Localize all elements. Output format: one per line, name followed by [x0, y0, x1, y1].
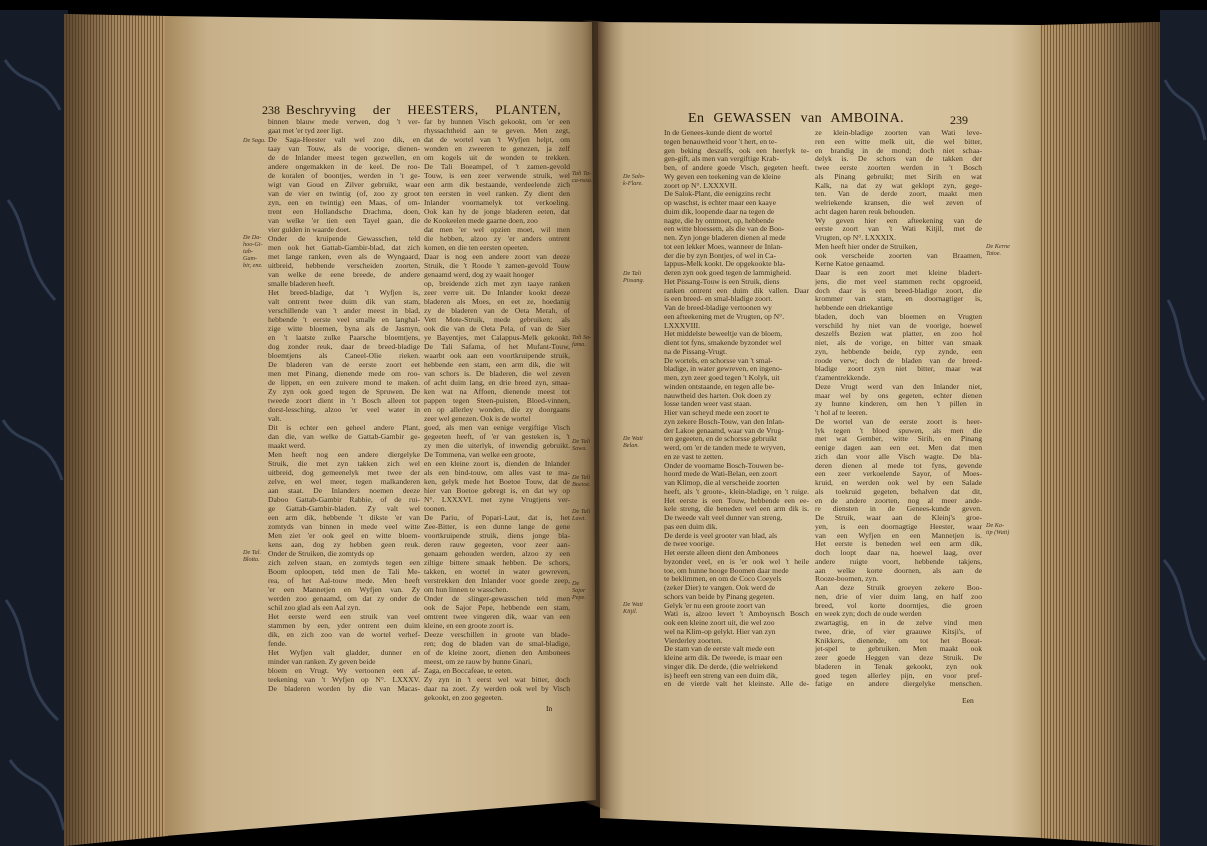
- text-line: en 't laatste zulke Paarsche bloemtjens,: [268, 333, 420, 342]
- text-line: Zy zyn in 't eerst wel wat bitter, doch: [424, 675, 570, 684]
- text-line: gegeeten heeft, of 'er van gesteken is, 't: [424, 432, 570, 441]
- margin-note: De Tali Pissang.: [623, 270, 645, 284]
- text-line: tot een lekker Moes, wanneer de Inlan-: [664, 242, 783, 251]
- text-line: andere ruigte voort, hebbende takjens,: [815, 557, 982, 566]
- text-line: toonen.: [424, 504, 447, 513]
- text-line: De tweede valt veel dunner van streng,: [664, 514, 783, 522]
- text-line: minder van ranken. Zy geven beide: [268, 657, 376, 666]
- text-line: krommer van stam, en doornagtiger is,: [815, 295, 982, 304]
- left-page-number: 238: [262, 103, 280, 117]
- text-line: ook die van de Oeta Pela, of van de Sier: [424, 324, 570, 333]
- text-line: goed tegen allerley pijn, en voor pref-: [815, 671, 982, 680]
- text-line: hebbende een stam, een arm dik, die wit: [424, 360, 570, 369]
- text-line: vier gulden in waarde doet.: [268, 225, 351, 234]
- left-catchword: In: [546, 704, 553, 713]
- text-line: nen, drie of vier duim lang, en half zoo: [815, 592, 982, 601]
- text-line: zich zelven staan, en zomtyds tegen een: [268, 558, 420, 567]
- text-line: De Tommena, van welke een groote,: [424, 450, 536, 459]
- text-line: De Pariu, of Popari-Laut, dat is, het: [424, 513, 570, 522]
- text-line: gekookt, en zoo gegeeten.: [424, 693, 504, 702]
- text-line: nen. Zyn jonge bladeren dienen al mede: [664, 234, 786, 242]
- text-line: Het breed-bladige, dat 't Wyfjen is,: [268, 288, 420, 297]
- text-line: Dit is echter een geheel andere Plant,: [268, 423, 420, 432]
- left-page-edges-shade: [64, 14, 168, 846]
- margin-note: De Sajor Pepe.: [572, 580, 586, 601]
- text-line: genaamd werd, dog zy waait hooger: [424, 270, 535, 279]
- text-line: De stam van de eerste valt mede een: [664, 645, 775, 654]
- text-line: te beklimmen, en om de Coco Coeyels: [664, 575, 782, 584]
- text-line: ken wat na Affoen, dienende meest tot: [424, 387, 570, 396]
- text-line: kleine, en een groote zoort is.: [424, 621, 514, 630]
- text-line: De Tali Safama, of het Mufant-Touw,: [424, 342, 570, 351]
- text-line: de de Inlander meest tegen gezwellen, en: [268, 153, 420, 162]
- text-line: Wy geven hier een afteekening van de: [815, 216, 982, 225]
- text-line: De Salok-Plant, die eenigzins recht: [664, 190, 771, 199]
- text-line: yen, is een doornagtige Heester, waar: [815, 522, 982, 531]
- text-line: breed, vol korte doorntjes, die groen: [815, 601, 982, 610]
- text-line: dog zonder reuk, daar de breed-bladige: [268, 342, 420, 351]
- margin-note: De Tal. Blotta.: [243, 549, 261, 563]
- text-line: dorst-lessching, alzoo 'er veel water in: [268, 405, 420, 414]
- text-line: 'er een Mannetjen en Wyfjen van. Zy: [268, 585, 420, 594]
- text-line: Struik, die 't Roode 't zamen-gevold Touw: [424, 261, 570, 270]
- text-line: maar wel by ons gegeten, echter dienen: [815, 391, 982, 400]
- text-line: De Tali Boeampel, of 't zamen-gevold: [424, 162, 570, 171]
- text-line: bladeren in Tenak gekookt, zyn ook: [815, 662, 982, 671]
- text-line: zyn, hebbende beide, ryp zynde, een: [815, 347, 982, 356]
- text-line: gen beking deszelfs, ook een heerlyk te-: [664, 146, 809, 155]
- text-line: bloemtjens als Caneel-Olie rieken.: [268, 351, 420, 360]
- text-line: na de Pissang-Vrugt.: [664, 347, 728, 356]
- text-line: Vett Mote-Struik, mede gebruiken; als: [424, 315, 570, 324]
- text-line: gen-gift, als men van vergiftige Krab-: [664, 155, 779, 164]
- text-line: nauwtheid des harten. Ook doen zy: [664, 391, 772, 400]
- text-line: dik, en zich zoo van de wortel verhef-: [268, 630, 420, 639]
- text-line: Vrugten, op N°. LXXXIX.: [815, 234, 897, 242]
- text-line: bladen, doch van bloemen en Vrugten: [815, 312, 982, 321]
- text-line: 't hol af te leeren.: [815, 409, 868, 417]
- text-line: wigt van Goud en Zilver gebruikt, waar: [268, 180, 420, 189]
- text-line: de koralen of boontjes, werden in 't ge-: [268, 171, 420, 180]
- text-line: De Saga-Heester valt wel zoo dik, en: [268, 135, 420, 144]
- text-line: Onder de slinger-gewasschen teld men: [424, 594, 570, 603]
- text-line: kruid, en werden ook wel by een Salade: [815, 479, 982, 487]
- text-line: Men ziet 'er ook geel en witte bloem-: [268, 531, 420, 540]
- text-line: bladige zoort zyn niet bitter, maar wat: [815, 365, 982, 374]
- text-line: Knikkers, dienende, om tot het Boeat-: [815, 636, 982, 645]
- right-marbled-cover: [1160, 10, 1207, 846]
- text-line: takken, en wortel in water gewreven,: [424, 567, 570, 576]
- text-line: winden ontstaande, en tegen alle be-: [664, 382, 775, 391]
- text-line: kens aan, dog zy hebben geen reuk.: [268, 540, 420, 549]
- text-line: om hun linnen te wasschen.: [424, 585, 509, 594]
- text-line: fende.: [268, 639, 287, 648]
- text-line: LXXXVIII.: [664, 321, 701, 330]
- text-line: een zeer verkoelende Sayor, of Moes-: [815, 470, 982, 479]
- text-line: Onder de voorname Bosch-Touwen be-: [664, 461, 784, 470]
- text-line: pas een duim dik.: [664, 522, 718, 531]
- right-running-head: En GEWASSEN van AMBOINA.: [688, 111, 904, 126]
- text-line: lyk tegen 't bloed spuwen, als men die: [815, 426, 982, 435]
- text-line: van welke 'er tien een Tayel gaan, die: [268, 216, 420, 225]
- text-line: Het eerste werd een struik van veel: [268, 612, 420, 621]
- text-line: deszelfs Bezien wat platter, en zoo hol: [815, 330, 982, 339]
- text-line: maakt werd.: [268, 441, 306, 450]
- text-line: Deeze verschillen in groote van blade-: [424, 630, 570, 639]
- text-line: rhyssachtheid aan te geven. Men zegt,: [424, 126, 570, 135]
- text-line: verschild hy niet van de voorige, hoewel: [815, 321, 982, 330]
- text-line: uitbreid, dog gemeenelyk met twee der: [268, 468, 420, 477]
- text-line: zy hunne kinderen, om hen 't pillen in: [815, 400, 982, 409]
- margin-note: De Sagu.: [243, 137, 266, 144]
- text-line: waarbt ook aan een voortkruipende struik,: [424, 351, 570, 360]
- text-line: goed, als men van eenige vergiftige Visch: [424, 423, 570, 432]
- text-line: daar na zoet. Zy werden ook wel by Visch: [424, 684, 570, 693]
- margin-note: De Wati Kitjil.: [623, 601, 643, 615]
- right-page-number: 239: [950, 113, 968, 127]
- text-line: zy men die uiterlyk, of inwendig gebruikt.: [424, 441, 570, 450]
- margin-note: De Tali Sawa.: [572, 438, 591, 452]
- text-line: welriekende kransen, die wel zeven of: [815, 199, 982, 207]
- right-catchword: Een: [962, 696, 974, 705]
- text-line: Het eerste alleen dient den Ambonees: [664, 549, 779, 557]
- text-line: ze klein-bladige zoorten van Wati leve-: [815, 129, 982, 137]
- text-line: Wati is, alzoo levert 't Amboynsch Bosch: [664, 610, 809, 619]
- text-line: ten eersten in veel ranken. Zy dient den: [424, 189, 570, 198]
- text-line: met lange ranken, even als de Wyngaard,: [268, 252, 420, 261]
- text-line: om kogels uit de wonden te trekken.: [424, 153, 570, 162]
- text-line: ziltige bittere smaak hebben. De schors,: [424, 558, 570, 567]
- text-line: toe, om hunne hooge Boomen daar mede: [664, 566, 789, 575]
- text-line: werden zoo genaamd, om dat zy onder de: [268, 594, 420, 603]
- text-line: ye Bayentjes, met Calappus-Melk gekookt.: [424, 333, 570, 342]
- text-line: kele streng, die beneden wel een arm dik is.: [664, 505, 809, 514]
- text-line: lappus-Melk kookt. De opgekookte bla-: [664, 260, 786, 269]
- left-running-head: Beschryving der HEESTERS, PLANTEN,: [286, 102, 561, 117]
- text-line: taay van Touw, als de voorige, dienen-: [268, 144, 420, 153]
- text-line: Daar is nog een andere zoort van deeze: [424, 252, 570, 261]
- text-line: der die by zyn Bontjes, of wel in Ca-: [664, 251, 776, 260]
- text-line: en brandig in de mond; doch niet schaa-: [815, 146, 982, 155]
- text-line: valt.: [268, 414, 282, 423]
- text-line: De Struik, waar aan de Kleinj's groe-: [815, 514, 982, 522]
- text-line: of de kleine zoort, dienen den Ambonees: [424, 648, 570, 657]
- text-line: en de vierde valt het kleinste. Alle de-: [664, 680, 809, 689]
- text-line: van de vier en twintig (of, zoo zy groot: [268, 189, 420, 198]
- text-line: als een bind-touw, om alles vast te ma-: [424, 468, 570, 477]
- text-line: hebbende een driekantige: [815, 304, 893, 312]
- text-line: en een kleine zoort is, dienden de Inlander: [424, 459, 570, 468]
- text-line: Inlander voornamelyk tot verkoeling.: [424, 198, 570, 207]
- text-line: duim dik, loopende daar na tegen de: [664, 207, 775, 216]
- text-line: zwartagtig, en in de zelve vind men: [815, 619, 982, 627]
- text-line: als Pinang gebruikt; met Sirih en wat: [815, 172, 982, 181]
- text-line: doch daar is een breed-bladige zoort, die: [815, 286, 982, 295]
- text-line: ook de Sajor Pepe, hebbende een stam,: [424, 603, 570, 612]
- text-line: ge Gattab-Gambir-bladen. Zy valt wel: [268, 504, 420, 513]
- text-line: ren een witte melk uit, die wel bitter,: [815, 137, 982, 146]
- text-line: en ze vast te zetten.: [664, 452, 724, 461]
- text-line: losse tanden weer vast staan.: [664, 400, 752, 409]
- text-line: heeft, als 't groote-, klein-bladige, en 't ruige.: [664, 487, 809, 496]
- text-line: Wy geven een teekening van de kleine: [664, 172, 781, 181]
- text-line: zy de bladeren van de Oeta Merah, of: [424, 306, 570, 315]
- margin-note: De Salo- k-Flare.: [623, 173, 645, 187]
- text-line: op waschst, is echter maar een kaaye: [664, 199, 776, 207]
- text-line: vinger dik. De derde, (die welriekend: [664, 662, 778, 671]
- text-line: Kalk, na dat zy wat geklopt zyn, gege-: [815, 181, 982, 190]
- text-line: t'zamentrekkende.: [815, 374, 871, 382]
- text-line: valt ontrent twee duim dik van stam,: [268, 297, 420, 306]
- text-line: ten. Van de derde zoort, maakt men: [815, 190, 982, 199]
- text-line: De wortels, en schorsse van 't smal-: [664, 356, 773, 365]
- text-line: aan staat. De Inlanders noemen deeze: [268, 486, 420, 495]
- left-page-column-1: [268, 117, 420, 693]
- margin-note: Tali Sa- fama.: [572, 334, 592, 348]
- text-line: Onder de Struiken, die zomtyds op: [268, 549, 374, 558]
- text-line: ken, gelyk mede het Boetoe Touw, dat de: [424, 477, 570, 486]
- text-line: men ook het Gattab-Gambir-blad, dat zich: [268, 243, 420, 252]
- margin-note: De Tali Boetoe.: [572, 474, 591, 488]
- text-line: met wat Gember, witte Sirih, en Pinang: [815, 435, 982, 444]
- text-line: jens, die met veel stammen recht opgroeid,: [815, 277, 982, 286]
- text-line: verschillende van 't ander meest in blad,: [268, 306, 420, 315]
- text-line: Hier van scheyd mede een zoort te: [664, 409, 769, 417]
- text-line: dat de wortel van 't Wyfjen helpt, om: [424, 135, 570, 144]
- text-line: voortkruipende struik, diens jonge bla-: [424, 531, 570, 540]
- text-line: Zaga, en Boccafeae, te eeten.: [424, 666, 513, 675]
- text-line: re diensten in de Genees-kunde geven.: [815, 505, 982, 514]
- text-line: Rooze-boomen, zyn.: [815, 575, 879, 584]
- text-line: De bladeren worden by die van Macas-: [268, 684, 420, 693]
- text-line: van Klimop, die al verscheide zoorten: [664, 479, 780, 487]
- text-line: de lippen, en een zuivere mond te maken.: [268, 378, 420, 387]
- margin-note: De Ka- tip (Wati): [986, 522, 1010, 536]
- text-line: hebbende 't eerste veel smalle en langhal-: [268, 315, 420, 324]
- text-line: een witte bloessem, als die van de Boo-: [664, 225, 785, 234]
- text-line: Het eerste is beneden wel een arm dik,: [815, 540, 982, 549]
- text-line: die hebben, alzoo zy 'er anders ontrent: [424, 234, 570, 243]
- text-line: deren dienen al mede tot fyns, gevende: [815, 461, 982, 470]
- text-line: Zy zyn ook goed tegen de Spruwen. De: [268, 387, 420, 396]
- text-line: een arm dik bestaande, verdeelende zich: [424, 180, 570, 189]
- text-line: ren; dog de bladen van de smal-bladige,: [424, 639, 570, 648]
- text-line: byzonder veel, en is 'er ook wel 't heile: [664, 557, 809, 566]
- text-line: N°. LXXXVI. met zyne Vrugtjens ver-: [424, 495, 570, 504]
- text-line: Het middelste beweeltje van de bloem,: [664, 330, 783, 339]
- text-line: een afteekening met de Vrugten, op N°.: [664, 312, 785, 321]
- text-line: Van de breed-bladige vertoonen wy: [664, 304, 772, 312]
- text-line: zeer goede Heggen van deze Struik. De: [815, 654, 982, 662]
- text-line: Daar is een zoort met kleine bladert-: [815, 269, 982, 277]
- text-line: eerste zoort van 't Wati Kitjil, met de: [815, 225, 982, 234]
- text-line: far by hunnen Visch gekookt, om 'er een: [424, 117, 570, 126]
- text-line: Ook kan hy de jonge bladeren eeten, dat: [424, 207, 570, 216]
- text-line: trent een Hollandsche Drachma, doen,: [268, 207, 420, 216]
- text-line: zoort op N°. LXXXVII.: [664, 181, 737, 190]
- text-line: acht dagen haren reuk behouden.: [815, 207, 916, 216]
- text-line: wonden en zweeren te genezen, ja zelf: [424, 144, 570, 153]
- right-page-edges-shade: [1040, 22, 1160, 846]
- text-line: Het Wyfjen valt gladder, dunner en: [268, 648, 420, 657]
- text-line: op, breidende zich met zyn taaye ranken: [424, 279, 570, 288]
- right-page-column-2: [815, 129, 982, 689]
- text-line: ranken ontrent een duim dik vallen. Daar: [664, 286, 809, 295]
- text-line: zich dan voor alle Visch wagte. De bla-: [815, 452, 982, 461]
- text-line: dan die, van welke de Gattab-Gambir ge-: [268, 432, 420, 441]
- text-line: delyk is. De schors van de takken der: [815, 155, 982, 164]
- text-line: kleine arm dik. De tweede, is maar een: [664, 654, 783, 662]
- text-line: Gelyk 'er nu een groote zoort van: [664, 601, 766, 610]
- text-line: men met Pinang, dienende mede om roo-: [268, 369, 420, 378]
- text-line: roode verw; doch de bladen van de breed-: [815, 356, 982, 365]
- text-line: ben, of andere goede Visch, gegeten heeft.: [664, 164, 809, 172]
- text-line: deren zyn ook goed tegen de lammigheid.: [664, 269, 792, 277]
- text-line: Daboo Gattab-Gambir Rabbie, of de rui-: [268, 495, 420, 504]
- text-line: Men heeft hier onder de Struiken,: [815, 242, 918, 251]
- text-line: van welke de eene breede, de andere: [268, 270, 420, 279]
- text-line: twee, drie, of vier graauwe Kitsji's, of: [815, 627, 982, 636]
- text-line: Touw, is een zeer verwende struik, wel: [424, 171, 570, 180]
- text-line: ook verscheide zoorten van Braamen,: [815, 251, 982, 260]
- text-line: genaam gehouden werden, alzoo zy een: [424, 549, 570, 558]
- text-line: uitbreid, hebbende verscheiden zoorten,: [268, 261, 420, 270]
- text-line: bladige, in water gewreven, en ingeno-: [664, 365, 783, 374]
- text-line: ten gegeeten, en de schorsse gebruikt: [664, 435, 778, 444]
- right-page-column-1: [664, 129, 809, 689]
- text-line: tweede zoort dient in 't Bosch alleen tot: [268, 396, 420, 405]
- text-line: dient tot fyns, smakende byzonder wel: [664, 339, 782, 347]
- text-line: (zeker Dier) te vangen. Ook werd de: [664, 584, 776, 592]
- text-line: schil zoo glad als een Aal zyn.: [268, 603, 361, 612]
- text-line: eenige dagen aan een eet. Men dat men: [815, 444, 982, 452]
- text-line: doch loopt daar na, hoewel laag, over: [815, 549, 982, 557]
- text-line: komen, en die ten eersten opeeten.: [424, 243, 529, 252]
- text-line: Men heeft nog een andere diergelyke: [268, 450, 420, 459]
- text-line: Kerne Katoe genaamd.: [815, 260, 885, 269]
- text-line: meest, om ze rauw by hunne Gnari,: [424, 657, 532, 666]
- text-line: nagte, die hy ontmoet, op, hebbende: [664, 216, 775, 225]
- text-line: wel na Klim-op gelykt. Hier van zyn: [664, 627, 776, 636]
- text-line: teekening van 't Wyfjen op N°. LXXXV.: [268, 675, 420, 684]
- text-line: Onder de kruipende Gewasschen, teld: [268, 234, 420, 243]
- text-line: verstrekken den Inlander voor goede zeep,: [424, 576, 570, 585]
- text-line: binnen blauw mede verwen, dog 't ver-: [268, 117, 420, 126]
- text-line: Zee-Bitter, is een dunne lange de gene: [424, 522, 570, 531]
- text-line: Deze Vrugt werd van den Inlander niet,: [815, 382, 982, 391]
- text-line: De derde is veel grooter van blad, als: [664, 531, 778, 540]
- text-line: bladeren als Moes, en eet ze, hoedanig: [424, 297, 570, 306]
- text-line: smalle bladeren heeft.: [268, 279, 335, 288]
- text-line: Het Pissang-Touw is een Struik, diens: [664, 277, 780, 286]
- text-line: gaat met 'er tyd zeer ligt.: [268, 126, 344, 135]
- margin-note: Tali Ta- ca-nssa.: [572, 170, 593, 184]
- text-line: In de Genees-kunde dient de wortel: [664, 129, 773, 137]
- text-line: van een Wyfjen en een Mannetjen is.: [815, 531, 982, 540]
- text-line: ook een kleine zoort uit, die wel zoo: [664, 619, 775, 627]
- text-line: zyn, een en twintig) een Maas, of om-: [268, 198, 420, 207]
- text-line: zige witte bloemen, byna als de Jasmyn,: [268, 324, 420, 333]
- text-line: stammen by een, yder ontrent een duim: [268, 621, 420, 630]
- text-line: zelve, en wel meer, tegen malkanderen: [268, 477, 420, 486]
- text-line: twee eerste zoorten werden in 't Bosch: [815, 164, 982, 172]
- margin-note: De Wati Belan.: [623, 435, 643, 449]
- text-line: en week zyn; doch de oude werden: [815, 610, 922, 619]
- text-line: andere ongemakken in de keel. De roo-: [268, 162, 420, 171]
- text-line: omtrent twee vingeren dik, waar van een: [424, 612, 570, 621]
- text-line: fatige en andere diergelyke menschen.: [815, 680, 982, 689]
- text-line: zomtyds van binnen in mede veel witte: [268, 522, 420, 531]
- left-page-column-2: [424, 117, 570, 702]
- text-line: tegen benauwtheid voor 't hert, en te-: [664, 137, 777, 146]
- text-line: bloem en Vrugt. Wy vertoonen een af-: [268, 666, 420, 675]
- text-line: De bladeren van de eerste zoort eet: [268, 360, 420, 369]
- text-line: is een breed- en smal-bladige zoort.: [664, 295, 773, 304]
- text-line: zeer wel genezen. Ook is de wortel: [424, 414, 531, 423]
- text-line: pappen tegen Steen-puisten, Bloed-vinnen,: [424, 396, 570, 405]
- text-line: hoord mede de Wati-Belan, een zoort: [664, 470, 778, 479]
- text-line: jet-spel te gebruiken. Men maakt ook: [815, 645, 982, 654]
- text-line: en op allerley wonden, die zy doorgaans: [424, 405, 570, 414]
- text-line: werd, om 'er de tanden mede te wryven,: [664, 444, 786, 452]
- text-line: en de andere zoorten, nog al meer ande-: [815, 496, 982, 505]
- text-line: de Kookeelen mede gaarne doen, zoo: [424, 216, 538, 225]
- gutter-shadow: [582, 20, 612, 812]
- margin-note: De Da- hoo-Gi- tab-Gam- bir, enz.: [243, 234, 263, 269]
- text-line: der Lakoe genaamd, waar van de Vrug-: [664, 426, 784, 435]
- margin-note: De Kerne Tatoe.: [986, 243, 1010, 257]
- text-line: Boom oploopen, teld men de Tali Me-: [268, 567, 420, 576]
- text-line: Het eerste is een Touw, hebbende een ee-: [664, 496, 809, 505]
- text-line: men, zyn zeer goed tegen 't Kolyk, uit: [664, 374, 780, 382]
- text-line: Struik, die met zyn takken zich wel: [268, 459, 420, 468]
- text-line: van schors is. De bladeren, die wel zeven: [424, 369, 570, 378]
- text-line: zeer verre uit. De Inlander kookt deeze: [424, 288, 570, 297]
- text-line: Aan deze Struik groeyen zekere Boo-: [815, 584, 982, 592]
- text-line: deren rauw gegeeten, voor zeer aan-: [424, 540, 570, 549]
- text-line: De wortel van de eerste zoort is heer-: [815, 417, 982, 426]
- text-line: hier van Boetoe gebregt is, en dat wy op: [424, 486, 570, 495]
- text-line: rea, of het Aal-touw mede. Men heeft: [268, 576, 420, 585]
- text-line: of acht duim lang, en drie breed zyn, smaa-: [424, 378, 570, 387]
- text-line: de twee voorige.: [664, 540, 715, 549]
- margin-note: De Tali Lawt.: [572, 508, 591, 522]
- text-line: zyn zekere Bosch-Touw, van den Inlan-: [664, 417, 785, 426]
- text-line: dat men 'er wel opzien moet, wil men: [424, 225, 570, 234]
- text-line: Vierderley zoorten.: [664, 636, 723, 645]
- text-line: schors van beide by Pinang gegeten.: [664, 592, 775, 601]
- text-line: is) heeft een streng van een duim dik,: [664, 671, 778, 680]
- text-line: als toekruid gegeten, behalven dat dit,: [815, 487, 982, 496]
- text-line: niet, als de vorige, en bitter van smaak: [815, 339, 982, 347]
- text-line: aan welke korte doornen, als aan de: [815, 566, 982, 575]
- text-line: een arm dik, hebbende 't dikste 'er van: [268, 513, 420, 522]
